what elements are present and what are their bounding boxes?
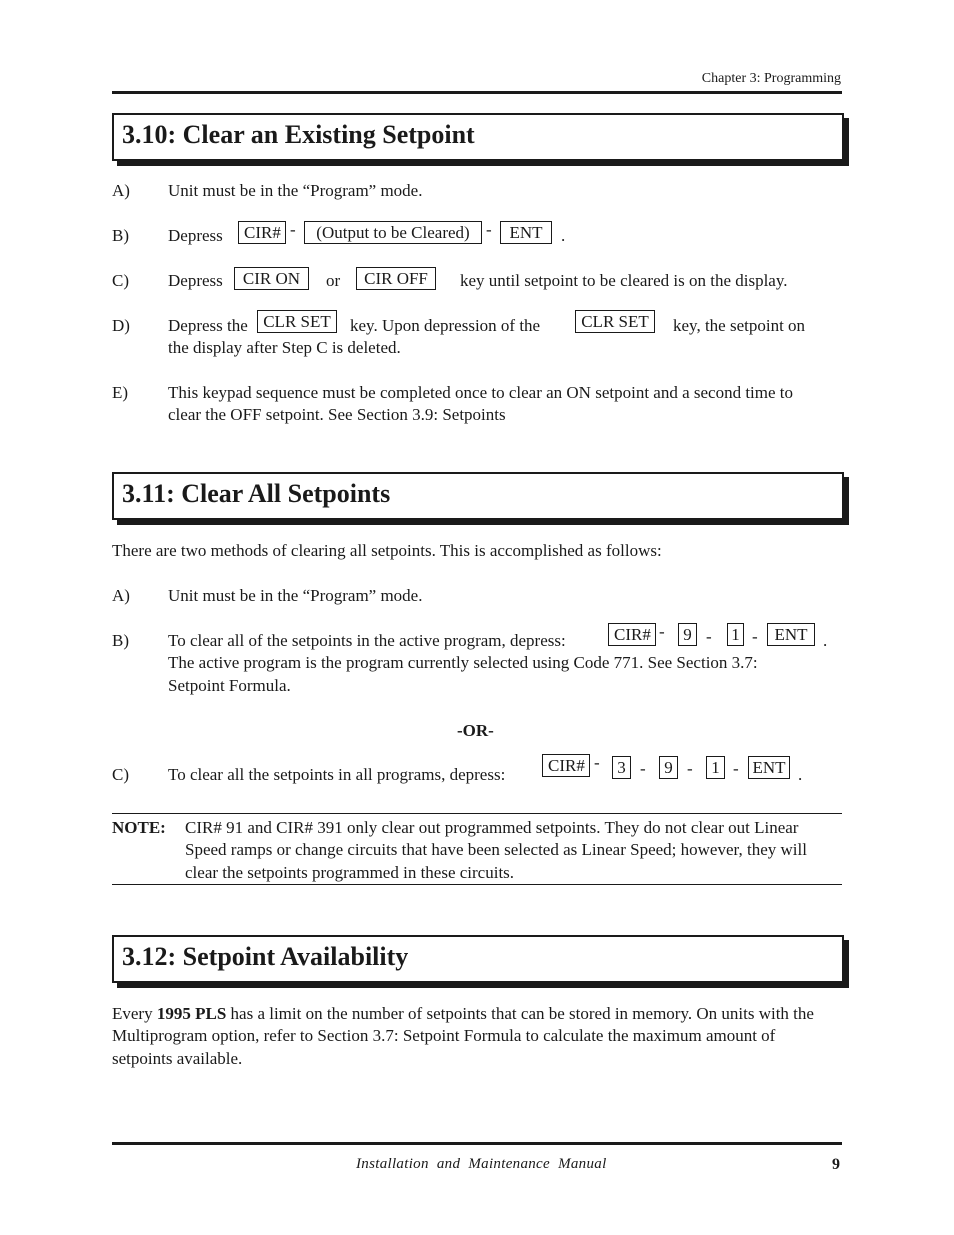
key-cir-num: CIR# (238, 221, 286, 244)
key-3: 3 (612, 756, 631, 779)
step-d-label: D) (112, 316, 130, 335)
step-d-text4: the display after Step C is deleted. (168, 338, 401, 357)
key-separator: - (290, 220, 296, 239)
key-separator: - (706, 627, 712, 646)
key-9: 9 (678, 623, 697, 646)
note-line3: clear the setpoints programmed in these circuits. (185, 863, 515, 882)
step-a-label: A) (112, 181, 130, 200)
step-c-end: . (798, 765, 803, 784)
key-separator: - (752, 627, 758, 646)
note-label: NOTE: (112, 818, 166, 837)
key-ent: ENT (500, 221, 552, 244)
product-name: 1995 PLS (156, 1004, 227, 1023)
step-c-text2: key until setpoint to be cleared is on the display. (460, 271, 788, 290)
page-number: 9 (832, 1156, 840, 1173)
key-separator: - (659, 622, 665, 641)
note-bottom-rule (112, 884, 842, 885)
line1-pre: Every (112, 1004, 157, 1023)
step-b-line2: The active program is the program currently selected using Code 771. See Section 3.7: (168, 653, 758, 672)
step-b-label: B) (112, 631, 129, 650)
note-line1: CIR# 91 and CIR# 391 only clear out programmed setpoints. They do not clear out Linear (185, 818, 799, 837)
step-d-text2: key. Upon depression of the (350, 316, 541, 335)
line1-post: has a limit on the number of setpoints that can be stored in memory. On units with the (226, 1004, 814, 1023)
step-c-text: Depress (168, 271, 223, 290)
section-3-11-box (112, 472, 844, 520)
step-c-label: C) (112, 271, 129, 290)
step-b-end: . (561, 226, 566, 245)
key-1: 1 (727, 623, 744, 646)
step-a-text: Unit must be in the “Program” mode. (168, 181, 423, 200)
step-b-text: Depress (168, 226, 223, 245)
note-top-rule (112, 813, 842, 814)
section-3-12-line1 (112, 1002, 814, 1025)
step-b-text: To clear all of the setpoints in the active program, depress: (168, 631, 566, 650)
step-a-label: A) (112, 586, 130, 605)
step-b-line3: Setpoint Formula. (168, 676, 291, 695)
step-e-line2: clear the OFF setpoint. See Section 3.9: Setpoints (168, 405, 506, 424)
header-rule (112, 91, 842, 94)
key-separator: - (640, 759, 646, 778)
step-c-or: or (326, 271, 341, 290)
chapter-header: Chapter 3: Programming (701, 71, 841, 86)
note-line2: Speed ramps or change circuits that have been selected as Linear Speed; however, they will (185, 840, 807, 859)
section-3-11-title: 3.11: Clear All Setpoints (122, 479, 391, 508)
key-9: 9 (659, 756, 678, 779)
step-b-label: B) (112, 226, 129, 245)
key-clr-set: CLR SET (575, 310, 655, 333)
step-d-text3: key, the setpoint on (673, 316, 806, 335)
step-c-text: To clear all the setpoints in all programs, depress: (168, 765, 506, 784)
section-3-11-intro: There are two methods of clearing all setpoints. This is accomplished as follows: (112, 541, 662, 560)
key-cir-off: CIR OFF (356, 267, 436, 290)
key-cir-num: CIR# (608, 623, 656, 646)
section-3-10-box (112, 113, 844, 161)
step-b-end: . (823, 631, 828, 650)
key-cir-on: CIR ON (234, 267, 309, 290)
key-cir-num: CIR# (542, 754, 590, 777)
step-a-text: Unit must be in the “Program” mode. (168, 586, 423, 605)
section-3-12-line2: Multiprogram option, refer to Section 3.7: Setpoint Formula to calculate the maximum amount of (112, 1026, 776, 1045)
section-3-12-line3: setpoints available. (112, 1049, 243, 1068)
footer-manual-title: Installation and Maintenance Manual (356, 1156, 607, 1172)
or-separator: -OR- (457, 721, 494, 740)
key-ent: ENT (748, 756, 790, 779)
section-3-12-box (112, 935, 844, 983)
section-3-12-title: 3.12: Setpoint Availability (122, 942, 409, 971)
key-1: 1 (706, 756, 725, 779)
key-separator: - (486, 220, 492, 239)
section-3-10-title: 3.10: Clear an Existing Setpoint (122, 120, 475, 149)
key-ent: ENT (767, 623, 815, 646)
key-separator: - (687, 759, 693, 778)
key-separator: - (594, 753, 600, 772)
step-c-label: C) (112, 765, 129, 784)
footer-rule (112, 1142, 842, 1145)
step-e-line1: This keypad sequence must be completed once to clear an ON setpoint and a second time to (168, 383, 794, 402)
key-output-to-be-cleared: (Output to be Cleared) (304, 221, 482, 244)
step-d-text1: Depress the (168, 316, 248, 335)
key-clr-set: CLR SET (257, 310, 337, 333)
key-separator: - (733, 759, 739, 778)
step-e-label: E) (112, 383, 129, 402)
